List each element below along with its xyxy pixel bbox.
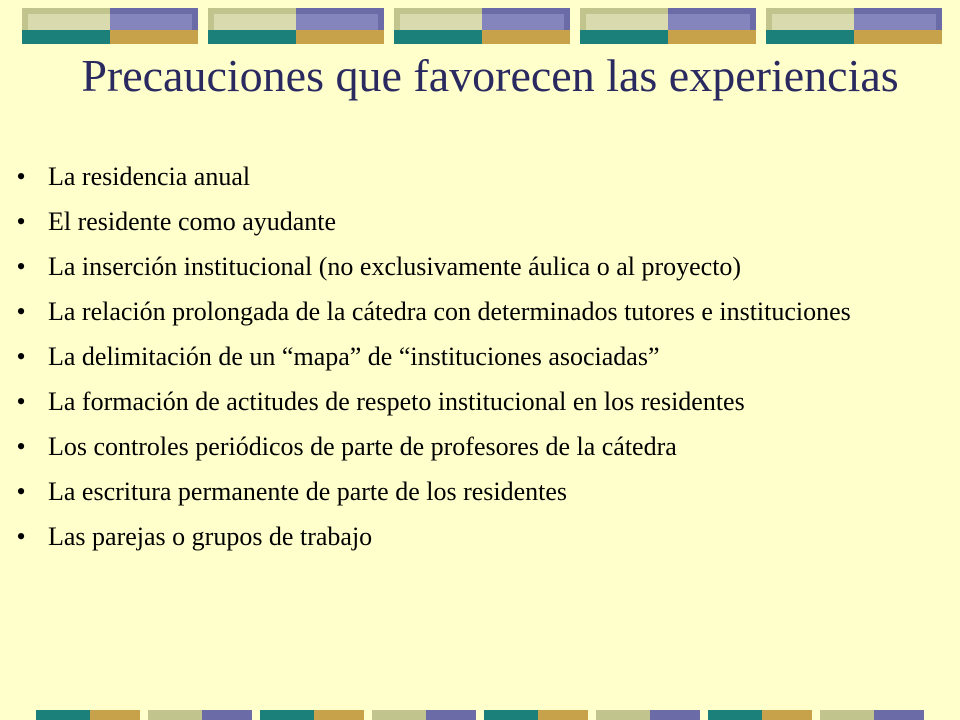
list-item-text: Las parejas o grupos de trabajo — [48, 522, 373, 551]
bullet-icon: • — [16, 297, 26, 326]
band-tile — [22, 8, 198, 44]
slide-title: Precauciones que favorecen las experiencias — [81, 50, 899, 101]
list-item — [0, 342, 950, 372]
band-tile — [766, 8, 942, 44]
list-item-text: La relación prolongada de la cátedra con determinados tutores e instituciones — [48, 297, 851, 326]
list-item — [0, 207, 950, 237]
list-item — [0, 432, 950, 462]
bullet-icon: • — [16, 252, 26, 281]
bullet-icon: • — [16, 162, 26, 191]
list-item-text: La residencia anual — [48, 162, 251, 191]
bullet-icon: • — [16, 477, 26, 506]
list-item — [0, 387, 950, 417]
bottom-decorative-band — [0, 710, 960, 720]
band-tile — [394, 8, 570, 44]
band-tile — [208, 8, 384, 44]
list-item-text: La delimitación de un “mapa” de “instituciones asociadas” — [48, 342, 660, 371]
bullet-icon: • — [16, 522, 26, 551]
bullet-icon: • — [16, 207, 26, 236]
bullet-list — [0, 162, 950, 567]
list-item — [0, 252, 950, 282]
bullet-icon: • — [16, 432, 26, 461]
list-item-text: La inserción institucional (no exclusivamente áulica o al proyecto) — [48, 252, 742, 281]
band-tile — [580, 8, 756, 44]
list-item — [0, 162, 950, 192]
bullet-icon: • — [16, 387, 26, 416]
list-item — [0, 477, 950, 507]
list-item — [0, 522, 950, 552]
list-item — [0, 297, 950, 327]
list-item-text: Los controles periódicos de parte de profesores de la cátedra — [48, 432, 677, 461]
list-item-text: El residente como ayudante — [48, 207, 337, 236]
list-item-text: La formación de actitudes de respeto institucional en los residentes — [48, 387, 745, 416]
bullet-icon: • — [16, 342, 26, 371]
list-item-text: La escritura permanente de parte de los residentes — [48, 477, 568, 506]
top-decorative-band — [22, 8, 952, 44]
